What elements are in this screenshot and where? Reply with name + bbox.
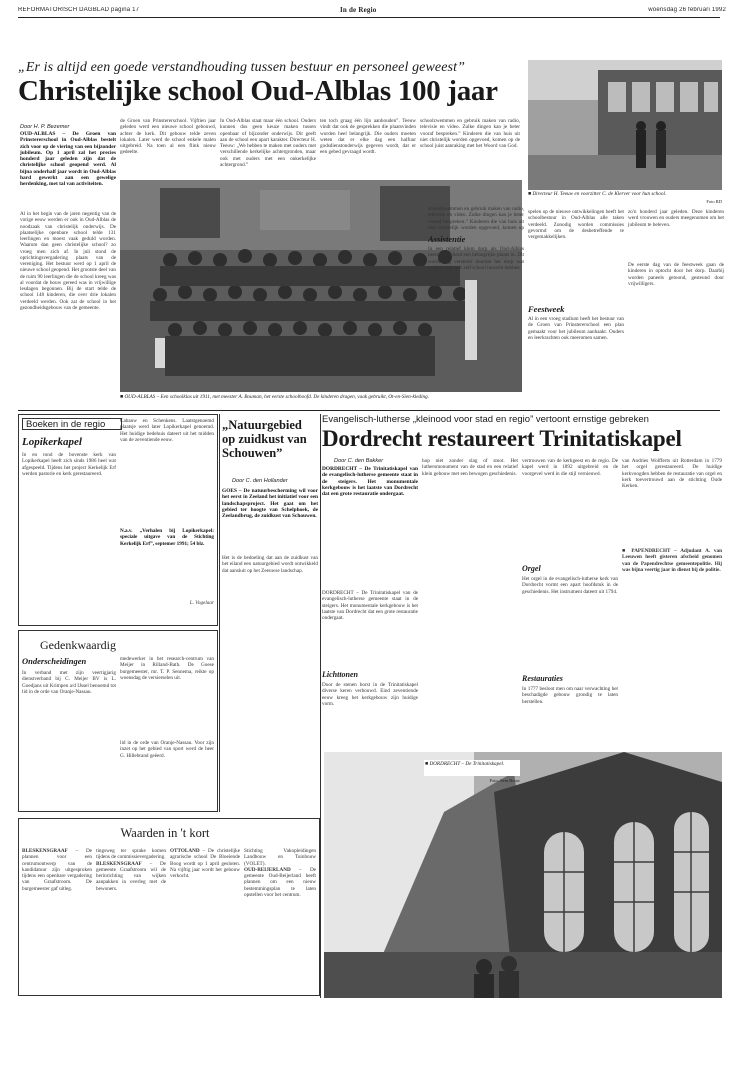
waarden-col1-text: De plannen voor een centrumontwerp van de kandidatuur zijn uitgesproken tijdens een openbare vergadering van Graafstroom. De burgemeester gaf uitleg. xyxy=(22,848,92,892)
waarden-section-title: Waarden in 't kort xyxy=(120,826,210,840)
boeken-details: N.a.v. „Verhalen bij Lopikerkapel: speciale uitgave van de Stichting Kerkelijk Erf”, septemer 1991; 54 blz. xyxy=(120,528,214,547)
photo1-caption-text: OUD-ALBLAS – Een schoolklas uit 1911, met meester A. Bouman, het eerste schoolhoofd. De kinderen dragen, vaak gebruikt, Ot-en-Sien-kleding. xyxy=(124,394,430,400)
waarden-col3-label: OTTOLAND xyxy=(170,848,200,854)
natuur-lead: GOES – De natuurbescherming wil voor het eerst in Zeeland het initiatief voor een landschapsproject. Het gaat om het gebied ter hoogte van Schelphoek, de Zeelandbrug, de zuidkust van Schouwen. xyxy=(222,488,318,520)
dordrecht-photo-credit: Foto: Sem Bouw xyxy=(489,778,520,783)
restauraties-text: In 1777 besloot men om naar verwachting het beschadigde gebouw grondig te laten herstellen. xyxy=(522,686,618,705)
article-col-1: Al in het begin van de jaren negentig van de vorige eeuw werden er ook in Oud-Alblas de noodzaak van christelijk onderwijs. De plaatselijke openbare school telde 131 leerlingen en moest vaak geduld worden. Waarom dan geen christelijke school? zo vroeg men zich af. In juli stond de oprichtingsvergadering plaats van de vereniging. Het bestuur werd op 1 april de nieuwe school geopend. Het grootste deel van de ruim 90 leerlingen die de school kreeg was al voordat de bouw gereed was in vrijwillige lesdagen begonnen. Bij de start telde de school 148 kinderen, die over drie lokalen verdeeld werden. Ook zat de school in het gezondheidsgebouw van de gemeente. xyxy=(20,211,116,311)
photo2-caption xyxy=(528,191,722,199)
article-col-2: de Groen van Prinstererschool. Vijftien jaar geleden werd een nieuwe school gebouwd, achter de kerk. Dit gebouw telde zeven lokalen. Later werd de school enkele malen uitgebreid. Na toen al een flink nieuw gedeelte. xyxy=(120,118,216,156)
feestweek-text-1: Al in een vroeg stadium heeft het bestuur van de Groen van Prinstererschool een plan gemaakt voor het jubileum aanhaakt. Ouders en leerkrachten ook meeromen samen. xyxy=(528,316,624,341)
dordrecht-col-2: hop niet zonder slag of stoot. Het luthersmonument van de stad en een relatief klein gebouw met een bewogen geschiedenis. xyxy=(422,458,518,477)
waarden-col3-text: De christelijke agrarische school De Bloeiende Boog wordt op 1 april gesloten. Na vijftig jaar wordt het gebouw verkocht. xyxy=(170,848,240,879)
dordrecht-byline: Door C. den Bakker xyxy=(334,458,384,464)
papendrecht-text: PAPENDRECHT – Adjudant A. van Leeuwen heeft gisteren afscheid genomen van de Papendrechtse gemeentepolitie. Hij was bijna veertig jaar in dienst bij de politie. xyxy=(622,548,722,573)
trinitatiskapel-photo xyxy=(324,752,722,998)
photo2-credit: Foto RD xyxy=(706,199,722,204)
natuur-divider xyxy=(219,414,220,812)
waarden-col-4: Stichting Vakopleidingen Landbouw en Tuinbouw (VOLET). OUD-BEIJERLAND – De gemeente Oud-Beijerland heeft plannen om een nieuw bestemmingsplan te laten opstellen voor het centrum. xyxy=(244,848,316,898)
byline: Door H. P. Bezemer xyxy=(20,124,70,130)
orgel-subheading: Orgel xyxy=(522,564,541,573)
waarden-col4-text: Stichting Vakopleidingen Landbouw en Tuinbouw (VOLET). xyxy=(244,848,316,867)
assistentie-text-2: spelen op de nieuwe ontwikkelingen heeft het schoolbestuur in Oud-Alblas alle taken verdeeld. Zonodig worden commissies gevormd om de desbetreffende te vergemakkelijken. xyxy=(528,209,624,240)
boeken-section-title: Boeken in de regio xyxy=(22,418,122,430)
orgel-text: Het orgel in de evangelisch-lutherse kerk van Dordrecht vormt een apart hoofdstuk in de geschiedenis. Het instrument dateert uit 1794. xyxy=(522,576,618,595)
main-headline: Christelijke school Oud-Alblas 100 jaar xyxy=(18,76,498,107)
waarden-col-3: OTTOLAND – De christelijke agrarische school De Bloeiende Boog wordt op 1 april gesloten. Na vijftig jaar wordt het gebouw verkocht. xyxy=(170,848,240,879)
restauraties-subheading: Restauraties xyxy=(522,674,563,683)
dordrecht-headline: Dordrecht restaureert Trinitatiskapel xyxy=(322,426,682,451)
bullet-icon: ■ xyxy=(425,761,430,767)
waarden-col2b-text: De gemeente Graafstroom wil de herinrichting van wijken aanpakken in overleg met de bewoners. xyxy=(96,860,166,892)
waarden-col2-text: tingsweg ter sprake komen tijdens de commissievergadering. xyxy=(96,848,166,861)
lichttonen-subheading: Lichttonen xyxy=(322,670,359,679)
waarden-col4b-text: De gemeente Oud-Beijerland heeft plannen om een nieuw bestemmingsplan te laten opstellen voor het centrum. xyxy=(244,866,316,898)
gedenkwaardig-text-1: In verband met zijn veertigjarig dienstverband bij C. Meijer BV is L. Goedjans uit Krimpen a/d IJssel benoemd tot lid in de orde van Oranje-Nassau. xyxy=(22,670,116,695)
bullet-icon: ■ xyxy=(528,191,533,197)
assistentie-text-3: zo'n honderd jaar geleden. Deze kinderen werd vrouwen en ouders meegenomen om het jubileum te beleven. xyxy=(628,209,724,228)
assistentie-subheading: Assistentie xyxy=(428,234,466,244)
page-header-left: REFORMATORISCH DAGBLAD pagina 17 xyxy=(18,7,140,13)
col-under-photo-1: schoolzwemmen en gebruik maken van radio, televisie en video. Zulke dingen kan je beter vooraf bespreken.” Kinderen die van huis uit niet christelijk worden opgevoed, komen op xyxy=(428,206,524,230)
dordrecht-col-4: van Andries Wolfferts uit Rotterdam in 1779 het orgel gerestaureerd. De huidige kerkvoogden hebben de restauratie van orgel en kerk toevertrouwd aan de stichting Oude Kerken. xyxy=(622,458,722,489)
page-header-center: In de Regio xyxy=(340,6,377,14)
dordrecht-lead: DORDRECHT – De Trinitatiskapel van de evangelisch-lutherse gemeente staat in de steigers. Het monumentale kerkgebouw is het laatste van Dordrecht dat een grote restauratie ondergaat. xyxy=(322,466,418,498)
section-rule-1 xyxy=(18,410,720,411)
article-lead: OUD-ALBLAS – De Groen van Prinstererschool in Oud-Alblas bestelt zich voor op de viering van een bijzonder jubileum. Op 1 april zal het precies honderd jaar geleden zijn dat de christelijke school geopend werd. Al bijna onderhalf jaar wordt in Oud-Alblas hard gewerkt aan een gewelige herdenking, met tal van activiteiten. xyxy=(20,131,116,188)
dordrecht-col-3: vertrouwen van de kerkgeest en de regio. De kapel werd in 1892 uitgebreid en de voorgevel werd in die stijl vernieuwd. xyxy=(522,458,618,477)
gedenkwaardig-text-3: lid in de orde van Oranje-Nassau. Voor zijn inzet op het gebied van sport werd de heer G. Hillebrand geëerd. xyxy=(120,740,214,759)
dordrecht-photo-caption xyxy=(424,760,520,776)
dordrecht-divider xyxy=(320,414,321,998)
article-col-5: schoolzwemmen en gebruik maken van radio, televisie en video. Zulke dingen kan je beter vooraf bespreken.” Kinderen die van huis uit niet christelijk worden opgevoed, komen op de school juist aanraking met het Woord van God. xyxy=(420,118,520,149)
bullet-icon: ■ xyxy=(120,394,125,400)
dordrecht-photo-caption-text: DORDRECHT – De Trinitatiskapel. xyxy=(429,761,505,767)
feestweek-subheading: Feestweek xyxy=(528,304,565,314)
bullet-icon: ■ xyxy=(622,548,632,554)
page-header-right: woensdag 26 februari 1992 xyxy=(648,7,726,13)
waarden-col4-label: OUD-BEIJERLAND xyxy=(244,866,291,873)
waarden-col-2: tingsweg ter sprake komen tijdens de commissievergadering. BLESKENSGRAAF – De gemeente Graafstroom wil de herinrichting van wijken aanpakken in overleg met de bewoners. xyxy=(96,848,166,892)
feestweek-text-2: De eerste dag van de feestweek gaan de kinderen in optocht door het dorp. Daarbij worden paneels getoond, gesteund door vrijwilligers. xyxy=(628,262,724,287)
dordrecht-col-1-text: DORDRECHT – De Trinitatiskapel van de evangelisch-lutherse gemeente staat in de steigers. Het monumentale kerkgebouw is het laatste van Dordrecht dat een grote restauratie ondergaat. xyxy=(322,590,418,621)
natuur-headline: „Natuurgebied op zuidkust van Schouwen” xyxy=(222,418,307,460)
article-col-4: ten toch graag één lijn aanhouden”. Teeuw vindt dat ook de gesprekken die plaatsvinden worden heel belangrijk. Die ouders moeten weten dat er elke dag een halfuur godsdienstonderwijs gegeven wordt, dat er een gebed gevraagd wordt. xyxy=(320,118,416,156)
assistentie-text-1: In een relatief klein dorp als Oud-Alblas neemt de school een belangrijke plaats in. Dit wordt nog versterkt doordat het dorp wat ouders vaak ook zelf school bezocht hebben. xyxy=(428,246,524,271)
photo2-caption-text: Directeur H. Teeuw en voorzitter C. de Klerver voor hun school. xyxy=(532,191,667,197)
header-rule xyxy=(18,17,720,18)
boeken-author: L. Vogelaar xyxy=(189,600,214,606)
quote-headline: „Er is altijd een goede verstandhouding tussen bestuur en personeel geweest” xyxy=(18,60,465,75)
dordrecht-kicker: Evangelisch-lutherse „kleinood voor stad en regio” vertoont ernstige gebreken xyxy=(322,414,649,425)
photo1-caption xyxy=(120,394,522,408)
gedenkwaardig-subheading: Onderscheidingen xyxy=(22,656,87,666)
papendrecht-brief xyxy=(622,548,722,748)
natuur-byline: Door C. den Hollander xyxy=(232,478,288,484)
boeken-title: Lopikerkapel xyxy=(22,436,82,448)
lichttonen-text: Door de stenen borst in de Trinitatiskapel diverse keren verbouwd. Eind zeventiende eeuw kreeg het kerkgebouw zijn huidige vorm. xyxy=(322,682,418,707)
gedenkwaardig-section-title: Gedenkwaardig xyxy=(40,638,116,652)
boeken-text-2: Cabauw en Schenkens. Laatstgenoemd plaatsje werd later Lopikerkapel genoemd. Het huidige bedehuis dateert uit het midden van de zeventiende eeuw. xyxy=(120,418,214,443)
article-col-3: In Oud-Alblas staat maar één school. Ouders kunnen dus geen keuze maken tussen openbaar of bijzonder onderwijs. Dit geeft aan de school een apart karakter. Directeur H. Teeuw: „We hebben te maken met ouders met verschillende kerkelijke achtergronden, maar ook met ouders met een onkerkelijke achtergrond.” xyxy=(220,118,316,168)
boeken-text-1: In en rond de bovenste kerk van Lopikerkapel heeft zich sinds 1986 heel wat afgespeeld. Tijdens het project Kerkelijk Erf werden pastorie en kerk gerestaureerd. xyxy=(22,452,116,477)
school-building-photo xyxy=(528,60,722,190)
waarden-col2-label: BLESKENSGRAAF xyxy=(96,860,142,867)
gedenkwaardig-text-2: medewerker in het research-centrum van Meijer in Rilland-Bath. De Goese burgemeester, mr. T. P. Sennema, reikte op woensdag de versierselen uit. xyxy=(120,656,214,681)
waarden-col-1: BLESKENSGRAAF – De plannen voor een centrumontwerp van de kandidatuur zijn uitgesproken tijdens een openbare vergadering van Graafstroom. De burgemeester gaf uitleg. xyxy=(22,848,92,892)
natuur-text: Het is de bedoeling dat aan de zuidkust van het eiland een natuurgebied wordt ontwikkeld dat aansluit op het Zeeuwse landschap. xyxy=(222,555,318,574)
waarden-col1-label: BLESKENSGRAAF xyxy=(22,848,68,854)
